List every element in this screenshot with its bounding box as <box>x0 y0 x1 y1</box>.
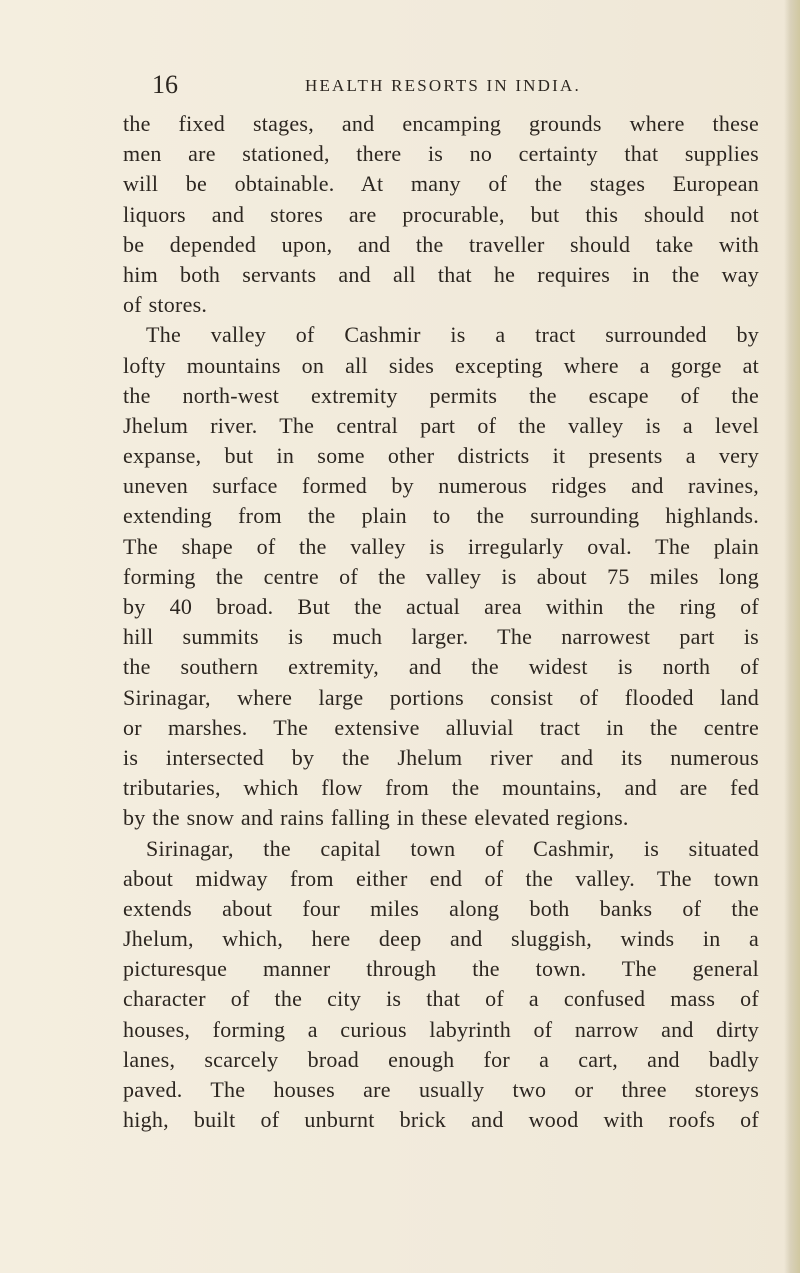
text-line: paved. The houses are usually two or three storeys <box>123 1077 759 1102</box>
text-line: character of the city is that of a confused mass of <box>123 986 759 1012</box>
text-line: lofty mountains on all sides excepting where a gorge at <box>123 352 759 378</box>
text-line: by the snow and rains falling in these elevated regions. <box>123 805 629 831</box>
text-line: him both servants and all that he requires in the way <box>123 261 759 287</box>
text-line: or marshes. The extensive alluvial tract in the centre <box>123 714 759 740</box>
text-line: picturesque manner through the town. The general <box>123 956 759 982</box>
text-line: forming the centre of the valley is about 75 miles long <box>123 563 759 589</box>
text-line: lanes, scarcely broad enough for a cart, and badly <box>123 1046 759 1072</box>
text-line: extending from the plain to the surrounding highlands. <box>123 503 759 529</box>
page-header <box>152 70 712 110</box>
text-line: the fixed stages, and encamping grounds where these <box>123 111 759 136</box>
text-line: of stores. <box>123 292 208 318</box>
text-line: high, built of unburnt brick and wood with roofs of <box>123 1107 759 1133</box>
text-line: will be obtainable. At many of the stages European <box>123 171 759 197</box>
text-line: the north-west extremity permits the escape of the <box>123 382 759 408</box>
text-line: Jhelum, which, here deep and sluggish, winds in a <box>123 926 759 952</box>
text-line: liquors and stores are procurable, but this should not <box>123 201 759 227</box>
running-head: HEALTH RESORTS IN INDIA. <box>305 76 581 95</box>
text-line: expanse, but in some other districts it presents a very <box>123 443 759 469</box>
text-line: be depended upon, and the traveller should take with <box>123 231 759 257</box>
text-line: tributaries, which flow from the mountains, and are fed <box>123 775 759 801</box>
body-text <box>123 109 759 1135</box>
text-line: about midway from either end of the valley. The town <box>123 865 759 891</box>
page-edge-shadow <box>784 0 800 1273</box>
text-line: The shape of the valley is irregularly oval. The plain <box>123 533 759 559</box>
text-line: The valley of Cashmir is a tract surrounded by <box>146 322 759 348</box>
text-line: Jhelum river. The central part of the valley is a level <box>123 412 759 438</box>
text-line: men are stationed, there is no certainty that supplies <box>123 141 759 167</box>
page-number: 16 <box>152 70 178 99</box>
text-line: by 40 broad. But the actual area within the ring of <box>123 594 759 619</box>
text-line: houses, forming a curious labyrinth of narrow and dirty <box>123 1016 759 1042</box>
text-line: uneven surface formed by numerous ridges and ravines, <box>123 473 759 499</box>
text-line: Sirinagar, the capital town of Cashmir, is situated <box>146 835 759 861</box>
text-line: hill summits is much larger. The narrowest part is <box>123 624 759 650</box>
text-line: the southern extremity, and the widest is north of <box>123 654 759 680</box>
text-line: Sirinagar, where large portions consist of flooded land <box>123 684 759 710</box>
text-line: extends about four miles along both banks of the <box>123 895 759 921</box>
text-line: is intersected by the Jhelum river and its numerous <box>123 744 759 770</box>
